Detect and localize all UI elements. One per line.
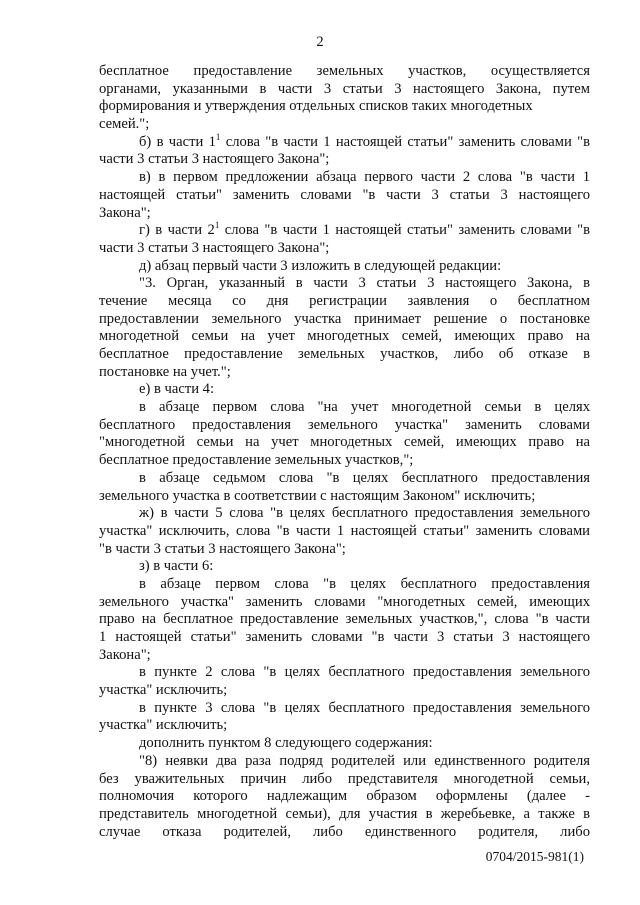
text-line: "3. Орган, указанный в части 3 статьи 3 настоящего Закона, в (139, 275, 590, 292)
text-line: в пункте 2 слова "в целях бесплатного предоставления земельного (139, 664, 590, 681)
text-line: "в части 3 статьи 3 настоящего Закона"; (99, 540, 346, 557)
text-line: участка" исключить, слова "в части 1 настоящей статьи" заменить словами (99, 522, 590, 539)
text-line: участка" исключить; (99, 682, 228, 699)
text-line: "многодетной семьи на учет многодетных семей, имеющих право на (99, 434, 590, 451)
text-line: части 3 статьи 3 настоящего Закона"; (99, 151, 330, 168)
text-line: г) в части $2^1$ слова "в части 1 настоящей статьи" заменить словами "в (139, 220, 590, 239)
text-line: полномочия которого надлежащим образом оформлены (далее - (99, 788, 590, 805)
text-line: участка" исключить; (99, 717, 228, 734)
text-line: многодетной семьи на учет многодетных семей, имеющих право на (99, 328, 590, 345)
text-line: представитель многодетной семьи), для участия в жеребьевке, а также в (99, 805, 590, 822)
text-line: в абзаце первом слова "на учет многодетной семьи в целях (139, 399, 590, 416)
text-line: е) в части 4: (139, 381, 215, 398)
document-code: 0704/2015-981(1) (485, 849, 584, 864)
text-line: органами, указанными в части 3 статьи 3 настоящего Закона, путем (99, 80, 590, 97)
text-line: постановке на учет."; (99, 363, 231, 380)
text-line: семей."; (99, 116, 150, 133)
text-line: Закона"; (99, 204, 151, 221)
text-line: "8) неявки два раза подряд родителей или единственного родителя (139, 752, 590, 769)
text-line: формирования и утверждения отдельных списков таких многодетных (99, 98, 533, 115)
text-line: в абзаце первом слова "в целях бесплатного предоставления (139, 575, 590, 592)
document-body (99, 63, 590, 841)
text-line: случае отказа родителей, либо единственного родителя, либо (99, 823, 590, 840)
text-line: в абзаце седьмом слова "в целях бесплатного предоставления (139, 469, 590, 486)
text-line: бесплатное предоставление земельных участков, осуществляется (99, 63, 590, 79)
text-line: бесплатное предоставление земельных участков,"; (99, 452, 414, 469)
text-line: б) в части $1^1$ слова "в части 1 настоящей статьи" заменить словами "в (139, 131, 590, 150)
text-line: земельного участка в соответствии с настоящим Законом" исключить; (99, 487, 536, 504)
text-line: части 3 статьи 3 настоящего Закона"; (99, 239, 330, 256)
text-line: в пункте 3 слова "в целях бесплатного предоставления земельного (139, 699, 590, 716)
text-line: земельного участка" заменить словами "многодетных семей, имеющих (99, 593, 590, 610)
text-line: ж) в части 5 слова "в целях бесплатного предоставления земельного (139, 505, 590, 522)
text-line: предоставлении земельного участка принимает решение о постановке (99, 310, 590, 327)
superscript: 1 (215, 131, 221, 142)
text-line: в) в первом предложении абзаца первого части 2 слова "в части 1 (139, 169, 590, 186)
text-line: право на бесплатное предоставление земельных участков,", слова "в части (99, 611, 590, 628)
text-line: Закона"; (99, 646, 151, 663)
text-line: бесплатное предоставление земельных участков, либо об отказе в (99, 346, 590, 362)
text-line: 1 настоящей статьи" заменить словами "в части 3 статьи 3 настоящего (99, 629, 590, 645)
text-line: д) абзац первый части 3 изложить в следующей редакции: (139, 257, 502, 274)
text-line: дополнить пунктом 8 следующего содержания: (139, 735, 433, 752)
text-line: течение месяца со дня регистрации заявления о бесплатном (99, 292, 590, 309)
text-line: бесплатного предоставления земельного участка" заменить словами (99, 416, 590, 433)
text-line: без уважительных причин либо представителя многодетной семьи, (99, 770, 590, 787)
text-line: настоящей статьи" заменить словами "в части 3 статьи 3 настоящего (99, 186, 590, 203)
superscript: 1 (214, 220, 220, 231)
text-line: з) в части 6: (139, 558, 214, 575)
page-number: 2 (316, 34, 324, 50)
